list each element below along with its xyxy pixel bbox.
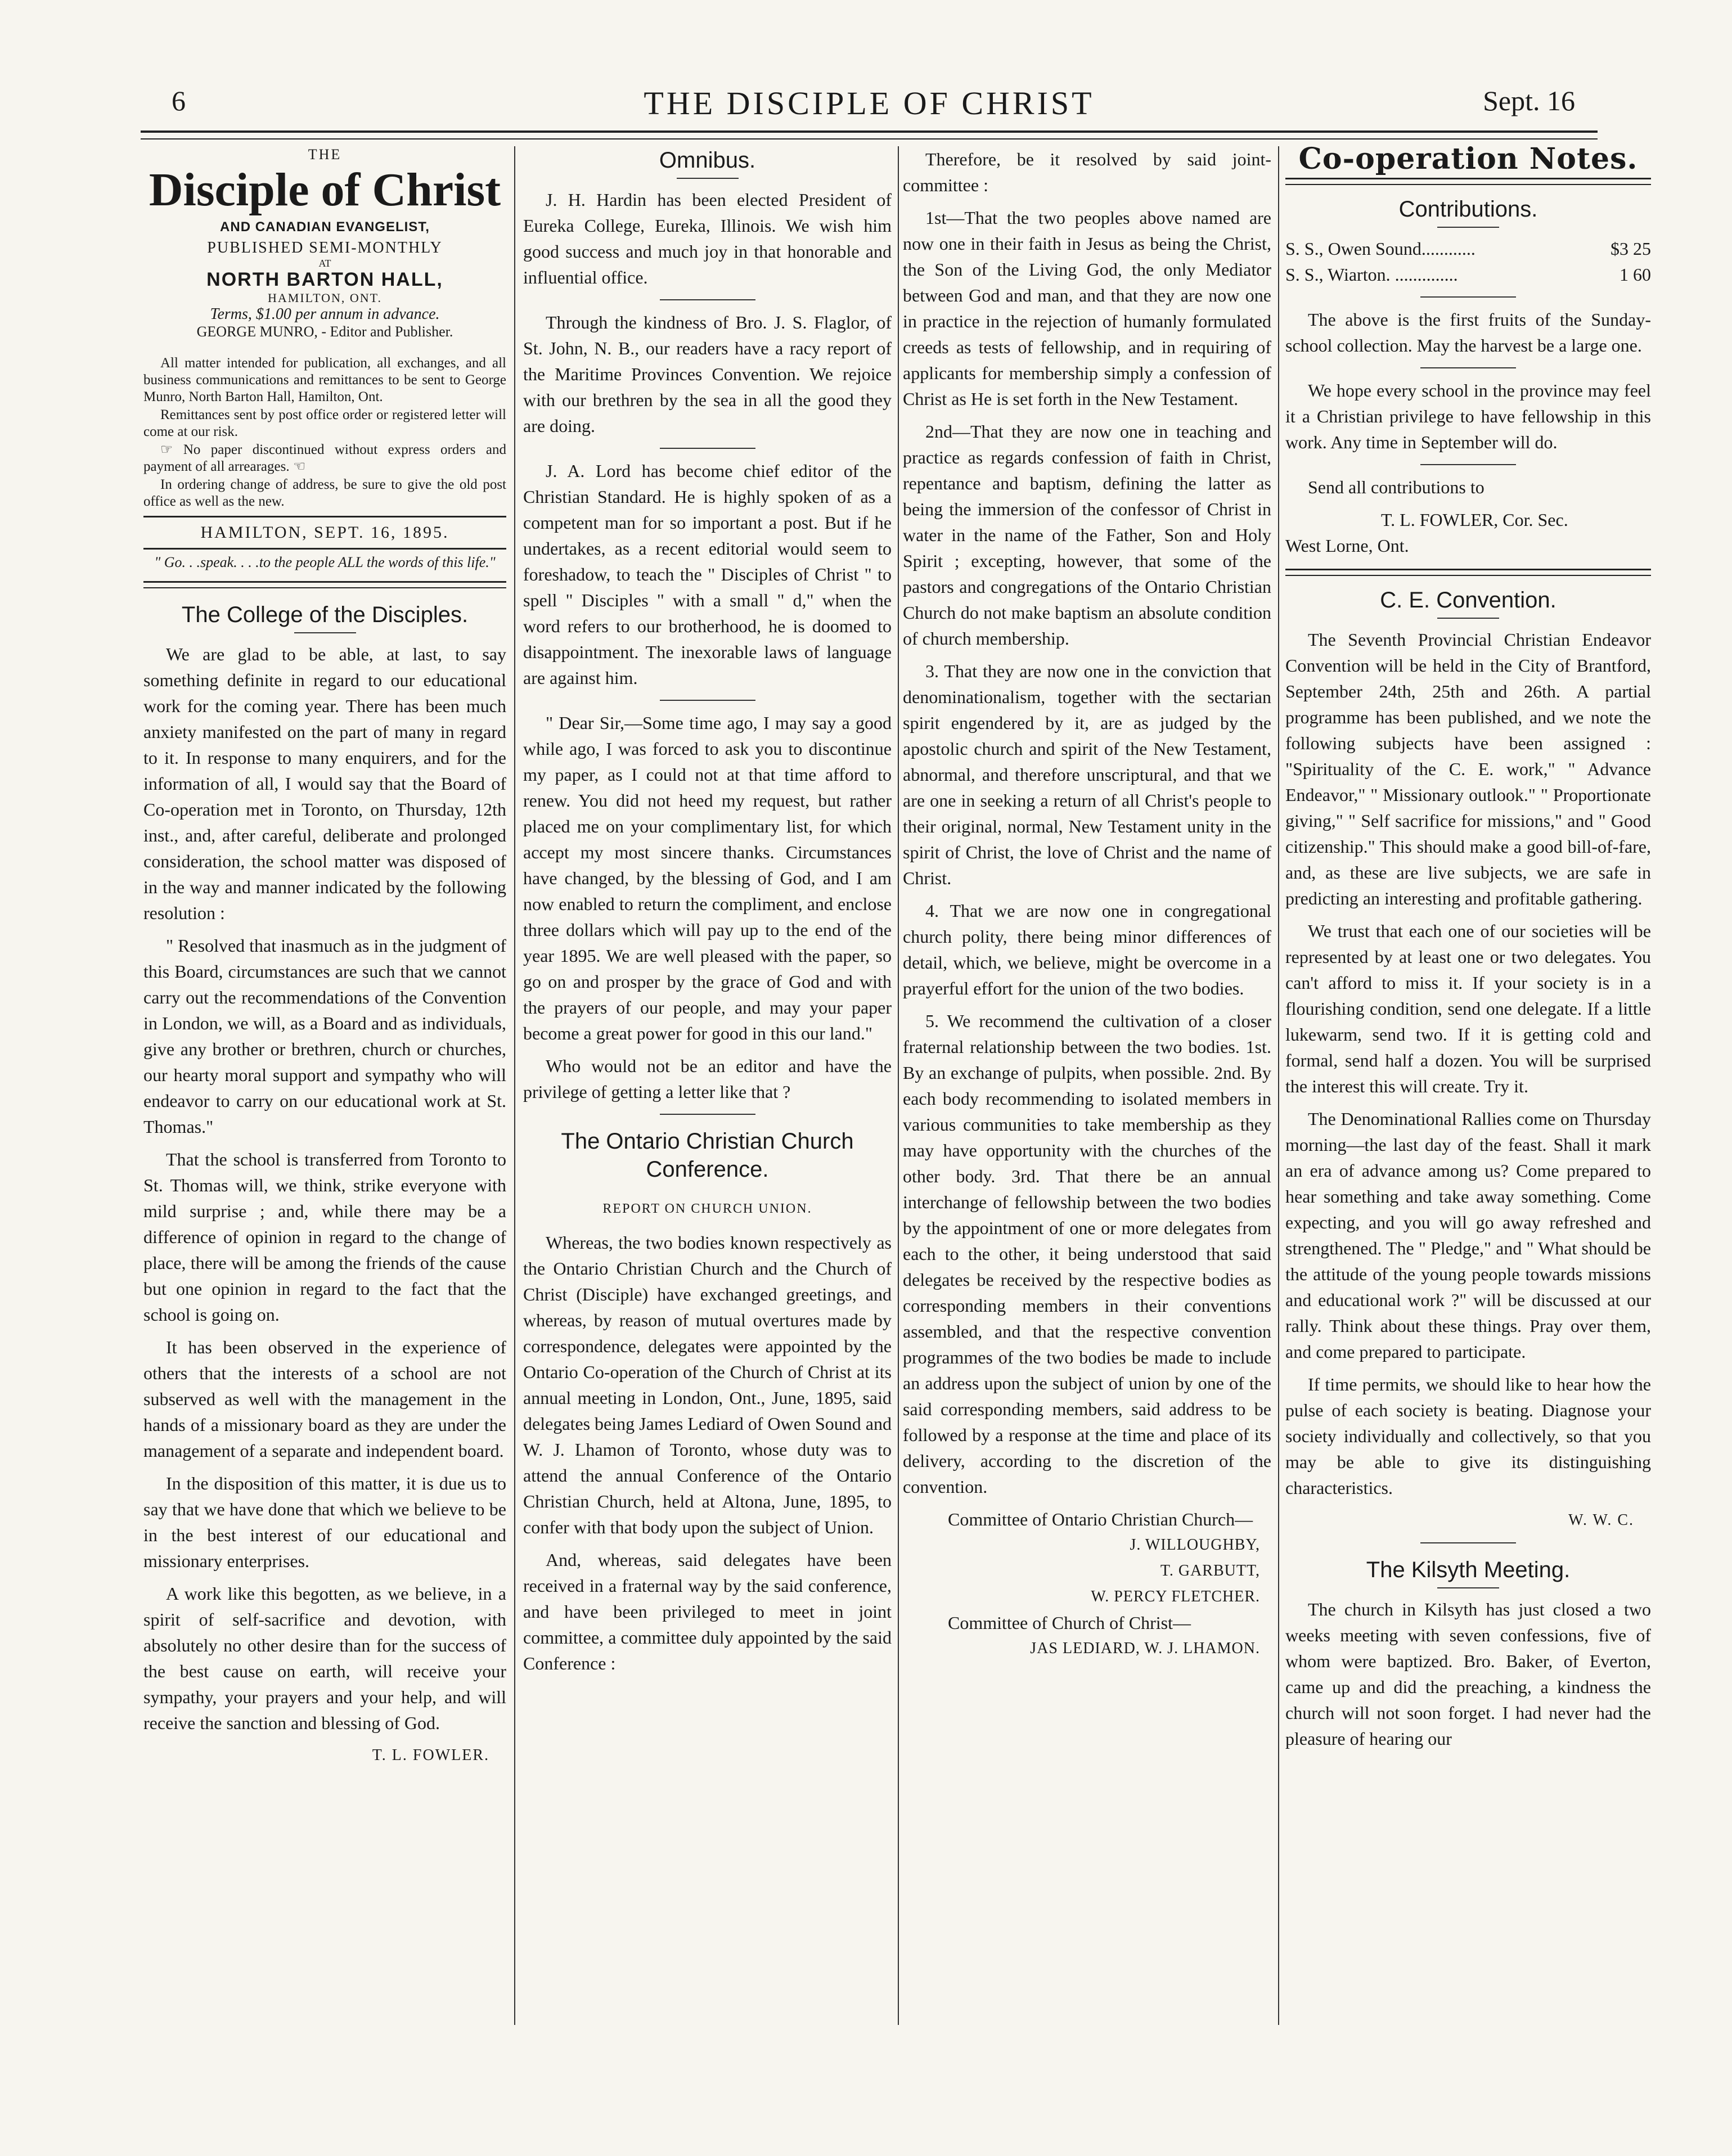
separator	[660, 700, 755, 701]
separator	[1420, 367, 1516, 368]
conference-paragraph: Whereas, the two bodies known respectively as the Ontario Christian Church and the Church of Christ (Disciple) have exchanged greetings, and whereas, by reason of mutual overtures made by correspondence, delegates were appointed by the Ontario Co-operation of the Church of Christ at its annual meeting in London, Ont., June, 1895, said delegates being James Lediard of Owen Sound and W. J. Lhamon of Toronto, whose duty was to attend the annual Conference of the Ontario Christian Church, held at Altona, June, 1895, to confer with that body upon the subject of Union.	[523, 1232, 892, 1537]
resolution-paragraph: 4. That we are now one in congregational church polity, there being minor differences of detail, which, we believe, might be overcome in a prayerful effort for the union of the two bodies.	[903, 901, 1271, 998]
omnibus-letter: " Dear Sir,—Some time ago, I may say a good while ago, I was forced to ask you to discontinue my paper, as I could not at that time afford to renew. You did not heed my request, but rather placed me on your complimentary list, for which accept my most sincere thanks. Circumstances have changed, by the blessing of God, and I am now enabled to return the compliment, and enclose three dollars which will pay up to the end of the year 1895. We are well pleased with the paper, so go on and prosper by the grace of God and with the prayers of our people, and may your paper become a great power for good in this our land."	[523, 713, 892, 1043]
separator	[660, 448, 755, 449]
ce-paragraph: If time permits, we should like to hear how the pulse of each society is beating. Diagnose your society individually and collectively, so that you may be able to give its distinguishing characteristics.	[1285, 1374, 1651, 1498]
short-rule	[677, 178, 739, 179]
college-heading: The College of the Disciples.	[181, 602, 469, 627]
double-rule	[1285, 569, 1651, 576]
notice: Remittances sent by post office order or registered letter will come at our risk.	[143, 407, 506, 439]
coop-send-to: Send all contributions to	[1308, 477, 1484, 497]
separator	[660, 299, 755, 300]
head-rule	[141, 130, 1598, 139]
running-date: Sept. 16	[1483, 85, 1575, 116]
running-title: THE DISCIPLE OF CHRIST	[644, 85, 1095, 121]
conference-heading: The Ontario Christian Church Conference.	[561, 1129, 854, 1182]
column-3	[903, 146, 1271, 1662]
notices	[143, 355, 506, 510]
short-rule	[1437, 1587, 1499, 1588]
separator	[1420, 296, 1516, 298]
contribution-amount: 1 60	[1619, 264, 1651, 285]
masthead-editor: GEORGE MUNRO, - Editor and Publisher.	[196, 323, 453, 340]
coop-secretary: T. L. FOWLER, Cor. Sec.	[1381, 510, 1568, 530]
separator	[1420, 464, 1516, 465]
ce-heading: C. E. Convention.	[1380, 588, 1556, 613]
motto: " Go. . .speak. . . .to the people ALL the words of this life."	[154, 553, 496, 570]
masthead-name: Disciple of Christ	[149, 163, 501, 216]
notice: All matter intended for publication, all exchanges, and all business communications and remittances to be sent to George Munro, North Barton Hall, Hamilton, Ont.	[143, 355, 506, 404]
committee-1-name: W. PERCY FLETCHER.	[1091, 1588, 1260, 1605]
column-rule	[1278, 146, 1279, 2025]
column-4	[1285, 142, 1651, 1758]
contributions-list	[1285, 236, 1651, 287]
column-2	[523, 146, 892, 1683]
contribution-amount: $3 25	[1610, 238, 1651, 259]
college-paragraph: " Resolved that inasmuch as in the judgment of this Board, circumstances are such that we cannot carry out the recommendations of the Convention in London, we will, as a Board and as individuals, give any brother or brethren, church or churches, our hearty moral support and sympathy who will endeavor to carry on our educational work at St. Thomas."	[143, 935, 506, 1137]
ce-paragraph: The Seventh Provincial Christian Endeavor Convention will be held in the City of Brantford, September 24th, 25th and 26th. A partial programme has been published, and we note the following subjects have been assigned : "Spirituality of the C. E. work," " Advance Endeavor," " Missionary outlook." " Proportionate giving," " Self sacrifice for missions," and " Good citizenship." This should make a good bill-of-fare, and, as these are live subjects, we are safe in predicting an interesting and profitable gathering.	[1285, 629, 1651, 908]
contribution-row	[1285, 236, 1651, 262]
masthead-terms: Terms, $1.00 per annum in advance.	[210, 305, 440, 323]
resolution-paragraph: 2nd—That they are now one in teaching and practice as regards confession of faith in Christ, repentance and baptism, defining the latter as being the immersion of the confessor of Christ in water in the name of the Father, Son and Holy Spirit ; excepting, however, that some of the pastors and congregations of the Ontario Christian Church do not make baptism an absolute condition of church membership.	[903, 421, 1271, 649]
resolution-paragraph: 3. That they are now one in the conviction that denominationalism, together with the sectarian spirit engendered by it, are as judged by the apostolic church and spirit of the New Testament, abnormal, and therefore unscriptural, and that we are one in seeking a return of all Christ's people to their original, normal, New Testament unity in the spirit of Christ, the love of Christ and the name of Christ.	[903, 661, 1271, 888]
masthead-hall: NORTH BARTON HALL,	[206, 269, 443, 291]
committee-1-name: T. GARBUTT,	[1160, 1562, 1260, 1579]
resolution-paragraph: 1st—That the two peoples above named are now one in their faith in Jesus as being the Christ, the Son of the Living God, the only Mediator between God and man, and that they are now one in practice in the rejection of humanly formulated creeds as tests of fellowship, and in requiring of applicants for membership simply a confession of Christ as He is set forth in the New Testament.	[903, 208, 1271, 409]
masthead-published: PUBLISHED SEMI-MONTHLY	[207, 239, 443, 257]
short-rule	[294, 632, 356, 633]
ce-paragraph: The Denominational Rallies come on Thursday morning—the last day of the feast. Shall it mark an era of advance among us? Come prepared to hear something and take away something. Come expecting, and you will go away refreshed and strengthened. The " Pledge," and " What should be the attitude of the young people towards missions and educational work ?" will be discussed at our rally. Think about these things. Pray over them, and come prepared to participate.	[1285, 1109, 1651, 1362]
masthead-subtitle: AND CANADIAN EVANGELIST,	[220, 219, 430, 235]
double-rule	[1285, 178, 1651, 185]
contributions-heading: Contributions.	[1398, 197, 1538, 222]
resolution-paragraph: 5. We recommend the cultivation of a closer fraternal relationship between the two bodies. 1st. By an exchange of pulpits, when possible. 2nd. By each body recommending to isolated members in various communities to take membership as they may have opportunity with the churches of the other body. 3rd. That there be an annual interchange of fellowship between the two bodies by the appointment of one or more delegates from each to the other, it being understood that said delegates be received by the respective bodies as corresponding members in their conventions assembled, and that the respective convention programmes of the two bodies be made to include an address upon the subject of union by one of the said corresponding members, said address to be followed by a response at the time and place of its delivery, according to the discretion of the convention.	[903, 1011, 1271, 1497]
college-paragraph: In the disposition of this matter, it is due us to say that we have done that which we believe to be in the best interest of our educational and missionary enterprises.	[143, 1473, 506, 1571]
coop-banner: Co-operation Notes.	[1298, 142, 1638, 176]
page-number: 6	[172, 85, 186, 116]
notice: In ordering change of address, be sure to give the old post office as well as the new.	[143, 476, 506, 509]
report-label: REPORT ON CHURCH UNION.	[602, 1201, 812, 1216]
contribution-label: S. S., Owen Sound............	[1285, 238, 1475, 259]
ce-paragraph: We trust that each one of our societies will be represented by at least one or two delegates. You can't afford to miss it. If your society is in a flourishing condition, send one delegate. If a little lukewarm, send two. If it is getting cold and formal, send half a dozen. You will be surprised the interest this will create. Try it.	[1285, 921, 1651, 1096]
contribution-label: S. S., Wiarton. ..............	[1285, 264, 1458, 285]
omnibus-item: Through the kindness of Bro. J. S. Flaglor, of St. John, N. B., our readers have a racy report of the Maritime Provinces Convention. We rejoice with our brethren by the sea in all the good they are doing.	[523, 312, 892, 436]
omnibus-item: J. A. Lord has become chief editor of the Christian Standard. He is highly spoken of as a competent man for so important a post. But if he undertakes, as a recent editorial would seem to foreshadow, to teach the " Disciples of Christ " to spell " Disciples " with a small " d," when the word refers to our brotherhood, he is doomed to disappointment. The inexorable laws of language are against him.	[523, 461, 892, 688]
contribution-row	[1285, 262, 1651, 287]
running-head	[141, 84, 1598, 129]
dateline: HAMILTON, SEPT. 16, 1895.	[143, 516, 506, 550]
conference-paragraph: And, whereas, said delegates have been received in a fraternal way by the said conference, and have been privileged to meet in joint committee, a committee duly appointed by the said Conference :	[523, 1550, 892, 1673]
ce-signature: W. W. C.	[1568, 1511, 1634, 1529]
separator	[1420, 1542, 1516, 1543]
column-rule	[898, 146, 899, 2025]
coop-paragraph: The above is the first fruits of the Sunday-school collection. May the harvest be a large one.	[1285, 309, 1651, 355]
short-rule	[1437, 227, 1499, 228]
college-paragraph: That the school is transferred from Toronto to St. Thomas will, we think, strike everyone with mild surprise ; and, while there may be a difference of opinion in regard to the change of place, there will be among the friends of the cause but one opinion in regard to the fact that the school is going on.	[143, 1149, 506, 1325]
masthead-at: AT	[318, 257, 331, 269]
masthead	[143, 146, 506, 340]
column-rule	[514, 146, 515, 2025]
column-1	[143, 146, 506, 1768]
college-signature: T. L. FOWLER.	[372, 1746, 489, 1764]
committee-1-name: J. WILLOUGHBY,	[1130, 1536, 1260, 1554]
masthead-the: THE	[308, 146, 342, 163]
kilsyth-paragraph: The church in Kilsyth has just closed a two weeks meeting with seven confessions, five of whom were baptized. Bro. Baker, of Everton, came up and did the preaching, a kindness the church will not soon forget. I had never had the pleasure of hearing our	[1285, 1599, 1651, 1749]
kilsyth-heading: The Kilsyth Meeting.	[1366, 1558, 1571, 1582]
omnibus-heading: Omnibus.	[659, 148, 756, 173]
omnibus-item: J. H. Hardin has been elected President of Eureka College, Eureka, Illinois. We wish him good success and much joy in that honorable and influential office.	[523, 190, 892, 287]
resolution-paragraph: Therefore, be it resolved by said joint-committee :	[903, 149, 1271, 195]
committee-1-label: Committee of Ontario Christian Church—	[948, 1509, 1253, 1529]
committee-2-label: Committee of Church of Christ—	[948, 1613, 1191, 1633]
college-paragraph: It has been observed in the experience of others that the interests of a school are not subserved as well with the management in the hands of a missionary board as they are under the management of a separate and independent board.	[143, 1336, 506, 1461]
short-rule	[1437, 618, 1499, 619]
coop-address: West Lorne, Ont.	[1285, 535, 1409, 556]
college-paragraph: A work like this begotten, as we believe, in a spirit of self-sacrifice and devotion, with absolutely no other desire than for the success of the best cause on earth, will receive your sympathy, your prayers and your help, and will receive the sanction and blessing of God.	[143, 1583, 506, 1733]
separator	[660, 1114, 755, 1115]
college-paragraph: We are glad to be able, at last, to say something definite in regard to our educational work for the coming year. There has been much anxiety manifested on the part of many in regard to it. In response to many enquirers, and for the information of all, I would say that the Board of Co-operation met in Toronto, on Thursday, 12th inst., and, after careful, deliberate and prolonged consideration, the school matter was disposed of in the way and manner indicated by the following resolution :	[143, 643, 506, 923]
committee-2-names: JAS LEDIARD, W. J. LHAMON.	[1030, 1640, 1260, 1657]
omnibus-comment: Who would not be an editor and have the privilege of getting a letter like that ?	[523, 1056, 892, 1102]
double-rule	[143, 581, 506, 588]
masthead-town: HAMILTON, ONT.	[268, 291, 382, 305]
notice: ☞ No paper discontinued without express orders and payment of all arrearages. ☜	[143, 442, 506, 474]
coop-paragraph: We hope every school in the province may feel it a Christian privilege to have fellowship in this work. Any time in September will do.	[1285, 380, 1651, 452]
